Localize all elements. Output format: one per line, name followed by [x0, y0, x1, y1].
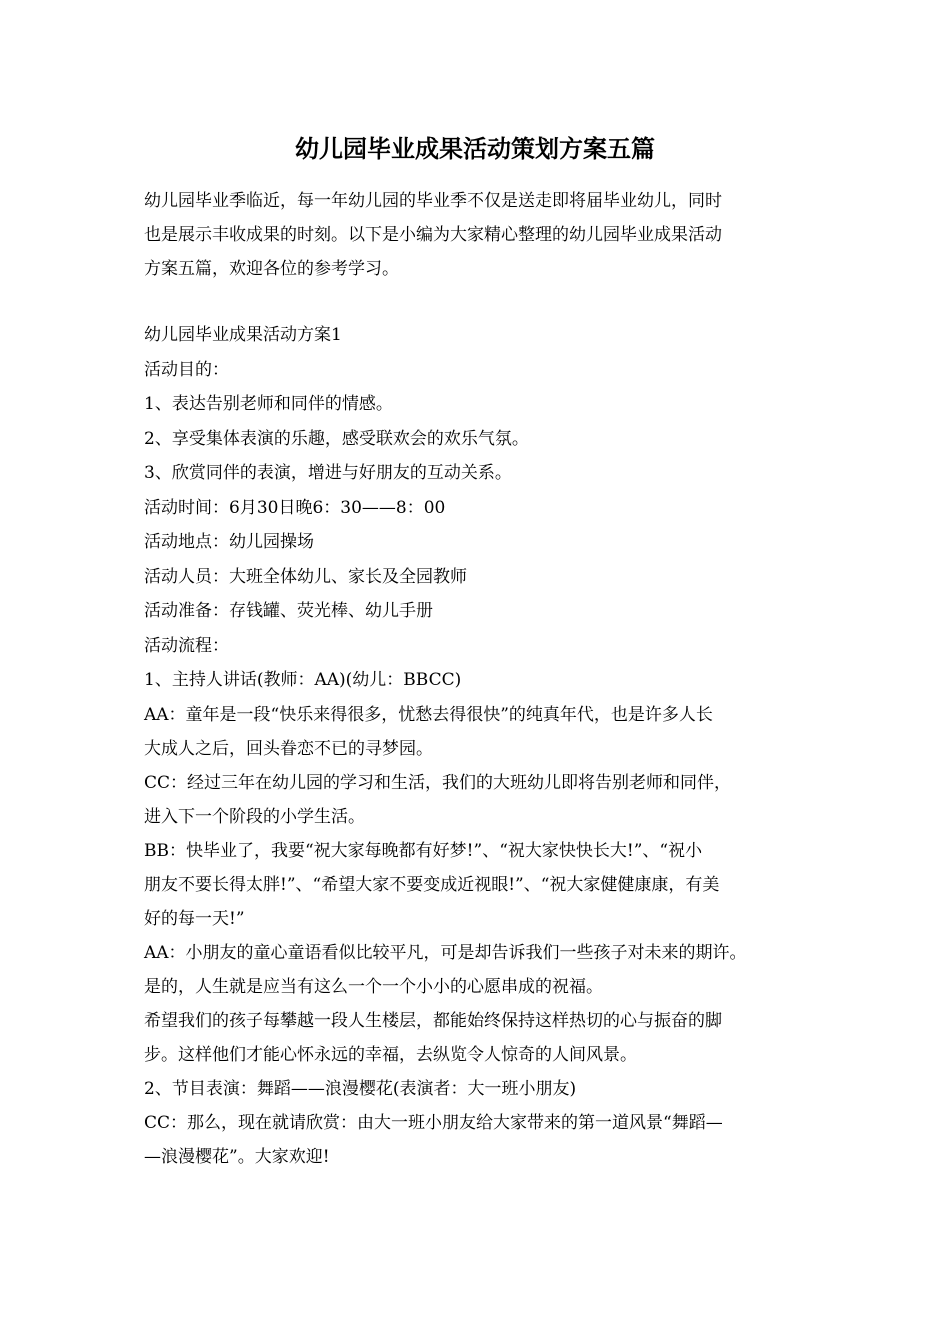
text-line: CC：经过三年在幼儿园的学习和生活，我们的大班幼儿即将告别老师和同伴， — [144, 772, 732, 793]
text-line: 活动时间：6月30日晚6：30——8：00 — [144, 497, 446, 518]
text-line: BB：快毕业了，我要“祝大家每晚都有好梦!”、“祝大家快快长大!”、“祝小 — [144, 840, 703, 861]
text-line: CC：那么，现在就请欣赏：由大一班小朋友给大家带来的第一道风景“舞蹈— — [144, 1112, 723, 1133]
text-line: 1、表达告别老师和同伴的情感。 — [144, 394, 393, 414]
text-line: 活动流程： — [144, 635, 229, 656]
text-line: 2、享受集体表演的乐趣，感受联欢会的欢乐气氛。 — [144, 428, 529, 449]
text-line: AA：小朋友的童心童语看似比较平凡，可是却告诉我们一些孩子对未来的期许。 — [144, 942, 747, 963]
document-body — [144, 184, 824, 1174]
text-line: 活动人员：大班全体幼儿、家长及全园教师 — [144, 566, 467, 587]
intro-paragraph — [144, 184, 824, 286]
text-line: 活动地点：幼儿园操场 — [144, 532, 314, 552]
text-line: 步。这样他们才能心怀永远的幸福，去纵览令人惊奇的人间风景。 — [144, 1044, 637, 1065]
text-line: 是的，人生就是应当有这么一个一个小小的心愿串成的祝福。 — [144, 976, 603, 997]
text-line: 希望我们的孩子每攀越一段人生楼层，都能始终保持这样热切的心与振奋的脚 — [144, 1010, 722, 1031]
plan-section — [144, 318, 824, 1174]
text-line: 好的每一天!” — [144, 908, 245, 929]
document-title: 幼儿园毕业成果活动策划方案五篇 — [295, 134, 655, 163]
intro-line: 也是展示丰收成果的时刻。以下是小编为大家精心整理的幼儿园毕业成果活动 — [144, 225, 722, 245]
text-line: 进入下一个阶段的小学生活。 — [144, 806, 365, 827]
text-line: 朋友不要长得太胖!”、“希望大家不要变成近视眼!”、“祝大家健健康康，有美 — [144, 874, 720, 895]
text-line: 2、节目表演：舞蹈——浪漫樱花(表演者：大一班小朋友) — [144, 1078, 577, 1099]
text-line: 大成人之后，回头眷恋不已的寻梦园。 — [144, 738, 433, 759]
text-line: 活动准备：存钱罐、荧光棒、幼儿手册 — [144, 601, 433, 621]
text-line: 1、主持人讲话(教师：AA)(幼儿：BBCC) — [144, 670, 462, 690]
section-heading: 幼儿园毕业成果活动方案1 — [144, 325, 342, 345]
intro-line: 方案五篇，欢迎各位的参考学习。 — [144, 259, 399, 279]
text-line: —浪漫樱花”。大家欢迎! — [144, 1146, 330, 1167]
intro-line: 幼儿园毕业季临近，每一年幼儿园的毕业季不仅是送走即将届毕业幼儿，同时 — [144, 191, 722, 211]
text-line: AA：童年是一段“快乐来得很多，忧愁去得很快”的纯真年代，也是许多人长 — [144, 704, 713, 725]
text-line: 3、欣赏同伴的表演，增进与好朋友的互动关系。 — [144, 463, 512, 483]
paragraph-gap — [144, 286, 824, 318]
text-line: 活动目的： — [144, 359, 229, 380]
